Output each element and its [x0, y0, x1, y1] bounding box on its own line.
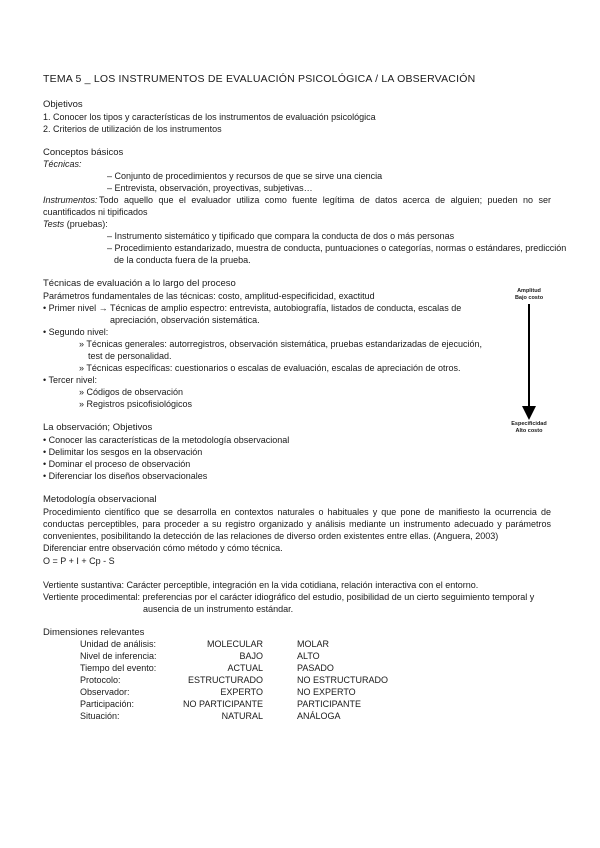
metodologia-paragraph-line: convenientes, posibilitando la detección de las relaciones de diverso orden existentes entre ellas. (Anguera, 2003): [43, 531, 499, 541]
tecnicas-item: – Entrevista, observación, proyectivas, subjetivas…: [107, 183, 313, 193]
dimension-row: [0, 638, 600, 650]
dimension-row: [0, 674, 600, 686]
dimension-row: [0, 698, 600, 710]
tests-item-cont: de la conducta fuera de la prueba.: [114, 255, 251, 265]
dimension-left-value: BAJO: [239, 651, 263, 661]
tecnicas-proceso-heading: Técnicas de evaluación a lo largo del proceso: [43, 278, 236, 289]
instrumentos-text: Todo aquello que el evaluador utiliza como fuente legítima de datos acerca de alguien; pueden no ser: [99, 195, 551, 205]
dimension-row: [0, 650, 600, 662]
segundo-nivel-item: » Técnicas generales: autorregistros, observación sistemática, pruebas estandarizadas de ejecución,: [79, 339, 483, 349]
dimension-left-value: MOLECULAR: [206, 639, 263, 649]
dimension-label: Nivel de inferencia:: [80, 651, 157, 661]
segundo-nivel-item-cont: test de personalidad.: [88, 351, 172, 361]
vertiente-procedimental-cont: ausencia de un instrumento estándar.: [143, 604, 294, 614]
arrow-top-label-2: Bajo costo: [514, 295, 544, 301]
objetivo-item: 1. Conocer los tipos y características de los instrumentos de evaluación psicológica: [43, 112, 376, 122]
tests-line: [43, 218, 108, 230]
dimension-label: Unidad de análisis:: [80, 639, 157, 649]
dimension-right-value: PASADO: [297, 663, 334, 673]
dimension-label: Protocolo:: [80, 675, 121, 685]
segundo-nivel-item: » Técnicas específicas: cuestionarios o escalas de evaluación, escalas de apreciación de otros.: [79, 363, 461, 373]
dimension-right-value: ALTO: [297, 651, 320, 661]
dimensiones-heading: Dimensiones relevantes: [43, 627, 145, 638]
dimension-label: Situación:: [80, 711, 120, 721]
dimension-row: [0, 710, 600, 722]
dimension-label: Participación:: [80, 699, 135, 709]
instrumentos-text-cont: cuantificados ni tipificados: [43, 207, 148, 217]
metodologia-note: Diferenciar entre observación cómo método y cómo técnica.: [43, 543, 283, 553]
dimension-right-value: NO EXPERTO: [297, 687, 356, 697]
amplitude-specificity-arrow: [505, 288, 553, 438]
observacion-item: • Dominar el proceso de observación: [43, 459, 191, 469]
dimension-left-value: ESTRUCTURADO: [187, 675, 263, 685]
formula: O = P + I + Cp - S: [43, 556, 115, 566]
segundo-nivel-label: • Segundo nivel:: [43, 327, 109, 337]
objetivos-heading: Objetivos: [43, 99, 83, 110]
tercer-nivel-item: » Registros psicofisiológicos: [79, 399, 193, 409]
metodologia-paragraph-line: conductas perceptibles, para proceder a su registro organizado y análisis mediante un instrumento adecuado y parámetros: [43, 519, 551, 529]
observacion-heading: La observación; Objetivos: [43, 422, 153, 433]
dimension-left-value: EXPERTO: [220, 687, 263, 697]
vertiente-procedimental: Vertiente procedimental: preferencias por el carácter idiográfico del estudio, posibilidad de un cierto seguimiento temporal y: [43, 592, 535, 602]
parametros-line: Parámetros fundamentales de las técnicas: costo, amplitud-especificidad, exactitud: [43, 291, 375, 301]
metodologia-paragraph-line: Procedimiento científico que se desarrolla en contextos naturales o habituales y que pone de manifiesto la ocurrencia de: [43, 507, 551, 517]
tercer-nivel-label: • Tercer nivel:: [43, 375, 98, 385]
tests-suffix: (pruebas):: [66, 219, 108, 229]
primer-nivel-line: • Primer nivel → Técnicas de amplio espectro: entrevista, autobiografía, listados de conducta, escalas de: [43, 303, 462, 313]
observacion-item: • Conocer las características de la metodología observacional: [43, 435, 290, 445]
vertiente-sustantiva: Vertiente sustantiva: Carácter perceptible, integración en la vida cotidiana, relación interactiva con el entorno.: [43, 580, 479, 590]
arrow-top-label-1: Amplitud: [517, 288, 541, 294]
objetivo-item: 2. Criterios de utilización de los instrumentos: [43, 124, 222, 134]
dimension-left-value: NATURAL: [221, 711, 263, 721]
dimension-right-value: NO ESTRUCTURADO: [297, 675, 389, 685]
arrow-bottom-label-2: Alto costo: [515, 428, 543, 434]
metodologia-heading: Metodología observacional: [43, 494, 157, 505]
tests-item: – Procedimiento estandarizado, muestra de conducta, puntuaciones o categorías, normas o estándares, predicción: [107, 243, 567, 253]
arrow-bottom-label-1: Especificidad: [511, 421, 547, 427]
primer-nivel-cont: apreciación, observación sistemática.: [110, 315, 260, 325]
instrumentos-label: Instrumentos:: [43, 195, 98, 205]
dimension-left-value: NO PARTICIPANTE: [182, 699, 263, 709]
down-arrow-icon: [519, 304, 539, 420]
tests-label: Tests: [43, 219, 65, 229]
conceptos-heading: Conceptos básicos: [43, 147, 124, 158]
observacion-item: • Diferenciar los diseños observacionales: [43, 471, 208, 481]
dimension-row: [0, 686, 600, 698]
tests-item: – Instrumento sistemático y tipificado que compara la conducta de dos o más personas: [107, 231, 455, 241]
observacion-item: • Delimitar los sesgos en la observación: [43, 447, 203, 457]
tecnicas-label: Técnicas:: [43, 159, 82, 169]
dimension-label: Tiempo del evento:: [80, 663, 157, 673]
dimension-right-value: ANÁLOGA: [297, 711, 341, 721]
dimension-left-value: ACTUAL: [227, 663, 263, 673]
page-title: TEMA 5 _ LOS INSTRUMENTOS DE EVALUACIÓN PSICOLÓGICA / LA OBSERVACIÓN: [43, 73, 476, 85]
tecnicas-item: – Conjunto de procedimientos y recursos de que se sirve una ciencia: [107, 171, 383, 181]
dimension-row: [0, 662, 600, 674]
dimension-right-value: PARTICIPANTE: [297, 699, 362, 709]
dimension-label: Observador:: [80, 687, 130, 697]
tercer-nivel-item: » Códigos de observación: [79, 387, 184, 397]
dimension-right-value: MOLAR: [297, 639, 330, 649]
